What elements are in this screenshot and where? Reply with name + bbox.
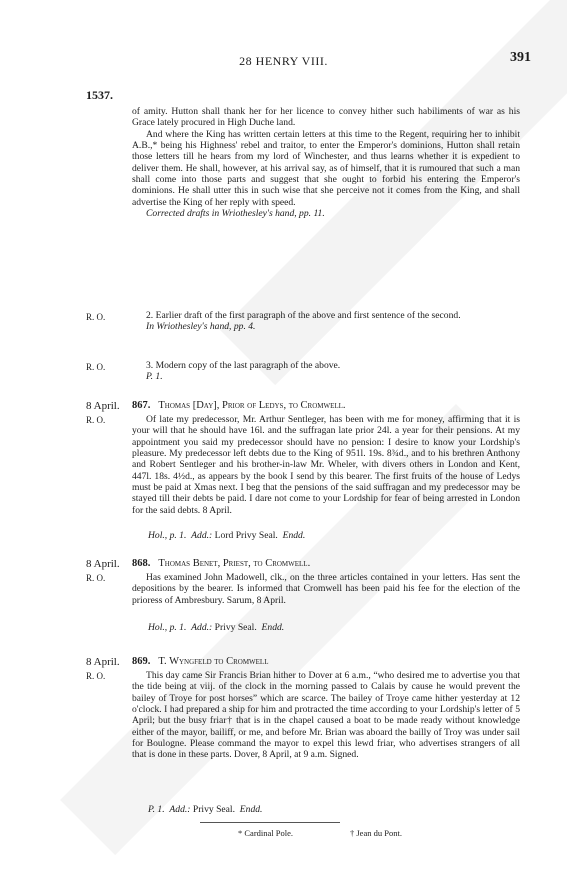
entry-date: 8 April. xyxy=(86,400,120,412)
hol-note: Hol., p. 1. xyxy=(148,530,187,541)
paragraph: This day came Sir Francis Brian hither to Dover at 6 a.m., “who desired me to advertise you that the tide being at viij. of the clock in the morning passed to Calais by cause he would prevent the bailey of Troye for post horses” which are scarce. The bailey of Troye came hither yesterday at 12 o'clock. I had prepared a ship for him and protracted the time according to your Lordship's letter of 5 April; but the busy friar† that is in the chapel caused a boat to be made ready without knowledge either of the mayor, bailiff, or me, and before Mr. Brian was aboard the bailly of Troy was under sail for Boulogne. Please command the mayor to expel this lewd friar, who advertises strangers of all that is done in these parts. Dover, 8 April, at 9 a.m. Signed. xyxy=(132,670,520,761)
footnote-divider xyxy=(200,822,340,823)
margin-source: R. O. xyxy=(86,312,106,322)
add-label: Add.: xyxy=(191,622,213,633)
margin-source: R. O. xyxy=(86,362,106,372)
endd-note: Endd. xyxy=(261,622,285,633)
endd-note: Endd. xyxy=(282,530,306,541)
entry-body xyxy=(132,572,520,606)
entry-number: 868. xyxy=(132,558,151,569)
margin-source: R. O. xyxy=(86,415,106,425)
subitem-text: 3. Modern copy of the last paragraph of the above. xyxy=(146,360,341,371)
entry-title: Thomas Benet, Priest, to Cromwell. xyxy=(158,558,311,569)
footnote: * Cardinal Pole. xyxy=(238,828,294,838)
paragraph: Has examined John Madowell, clk., on the three articles contained in your letters. Has sent the depositions by the bearer. Is informed that Cromwell has been paid his fee for the election of the prioress of Ambresbury. Sarum, 8 April. xyxy=(132,572,520,606)
hol-note: Hol., p. 1. xyxy=(148,622,187,633)
entry-heading xyxy=(132,655,532,668)
entry-body xyxy=(132,670,520,761)
running-header xyxy=(0,50,567,74)
entry-source xyxy=(148,530,305,541)
running-title: 28 HENRY VIII. xyxy=(239,54,328,68)
entry-heading xyxy=(132,399,532,412)
subitem-2 xyxy=(132,310,520,333)
margin-source: R. O. xyxy=(86,573,106,583)
address: Lord Privy Seal. xyxy=(214,530,278,541)
add-label: Add.: xyxy=(169,804,191,815)
subitem-text: 2. Earlier draft of the first paragraph of the above and first sentence of the second. xyxy=(146,310,461,321)
page-note: P. 1. xyxy=(148,804,165,815)
entry-date: 8 April. xyxy=(86,656,120,668)
year-label: 1537. xyxy=(86,88,113,102)
address: Privy Seal. xyxy=(214,622,257,633)
source-note: Corrected drafts in Wriothesley's hand, pp. 11. xyxy=(146,208,325,220)
add-label: Add.: xyxy=(191,530,213,541)
entry-date: 8 April. xyxy=(86,558,120,570)
footnote: † Jean du Pont. xyxy=(350,828,402,838)
margin-source: R. O. xyxy=(86,671,106,681)
entry-source xyxy=(148,622,284,633)
continuation-text xyxy=(132,106,520,219)
entry-number: 869. xyxy=(132,656,151,667)
paragraph: Of late my predecessor, Mr. Arthur Sentleger, has been with me for money, affirming that it is your will that he should have 16l. and the suffragan late prior 24l. a year for their pensions. At my appointment you said my predecessor should have no pension: I desire to know your Lordship's pleasure. My predecessor left debts due to the King of 951l. 19s. 8¾d., and to his brethren Anthony and Robert Sentleger and his brother-in-law Mr. Wheler, with divers others in London and Kent, 447l. 18s. 4½d., as appears by the book I send by this bearer. The first fruits of the house of Ledys must be paid at Xmas next. I beg that the pensions of the said suffragan and my predecessor may be stayed till their debts be paid. I dare not come to your Lordship for fear of being arrested in London for the said debts. 8 April. xyxy=(132,414,520,516)
entry-number: 867. xyxy=(132,400,151,411)
source-note: P. 1. xyxy=(146,371,163,383)
paragraph: And where the King has written certain letters at this time to the Regent, requiring her to inhibit A.B.,* being his Highness' rebel and traitor, to enter the Emperor's dominions, Hutton shall retain those letters till he hears from my lord of Winchester, and thus learns whether it is expedient to deliver them. He shall, however, at his arrival say, as of himself, that it is rumoured that such a man shall come into those parts and suggest that she ought to forbid his entering the Emperor's dominions. He shall utter this in such wise that she perceive not it comes from the King, and shall advertise the King of her reply with speed. xyxy=(132,128,520,208)
entry-heading xyxy=(132,557,532,570)
entry-title: Thomas [Day], Prior of Ledys, to Cromwell. xyxy=(158,400,346,411)
paragraph: of amity. Hutton shall thank her for her licence to convey hither such habiliments of war as his Grace lately procured in High Duche land. xyxy=(132,106,520,129)
endd-note: Endd. xyxy=(239,804,263,815)
entry-source xyxy=(148,804,262,815)
source-note: In Wriothesley's hand, pp. 4. xyxy=(146,321,256,333)
address: Privy Seal. xyxy=(192,804,235,815)
subitem-3 xyxy=(132,360,520,383)
page-number: 391 xyxy=(510,50,531,65)
entry-body xyxy=(132,414,520,516)
entry-title: T. Wyngfeld to Cromwell xyxy=(158,656,269,667)
